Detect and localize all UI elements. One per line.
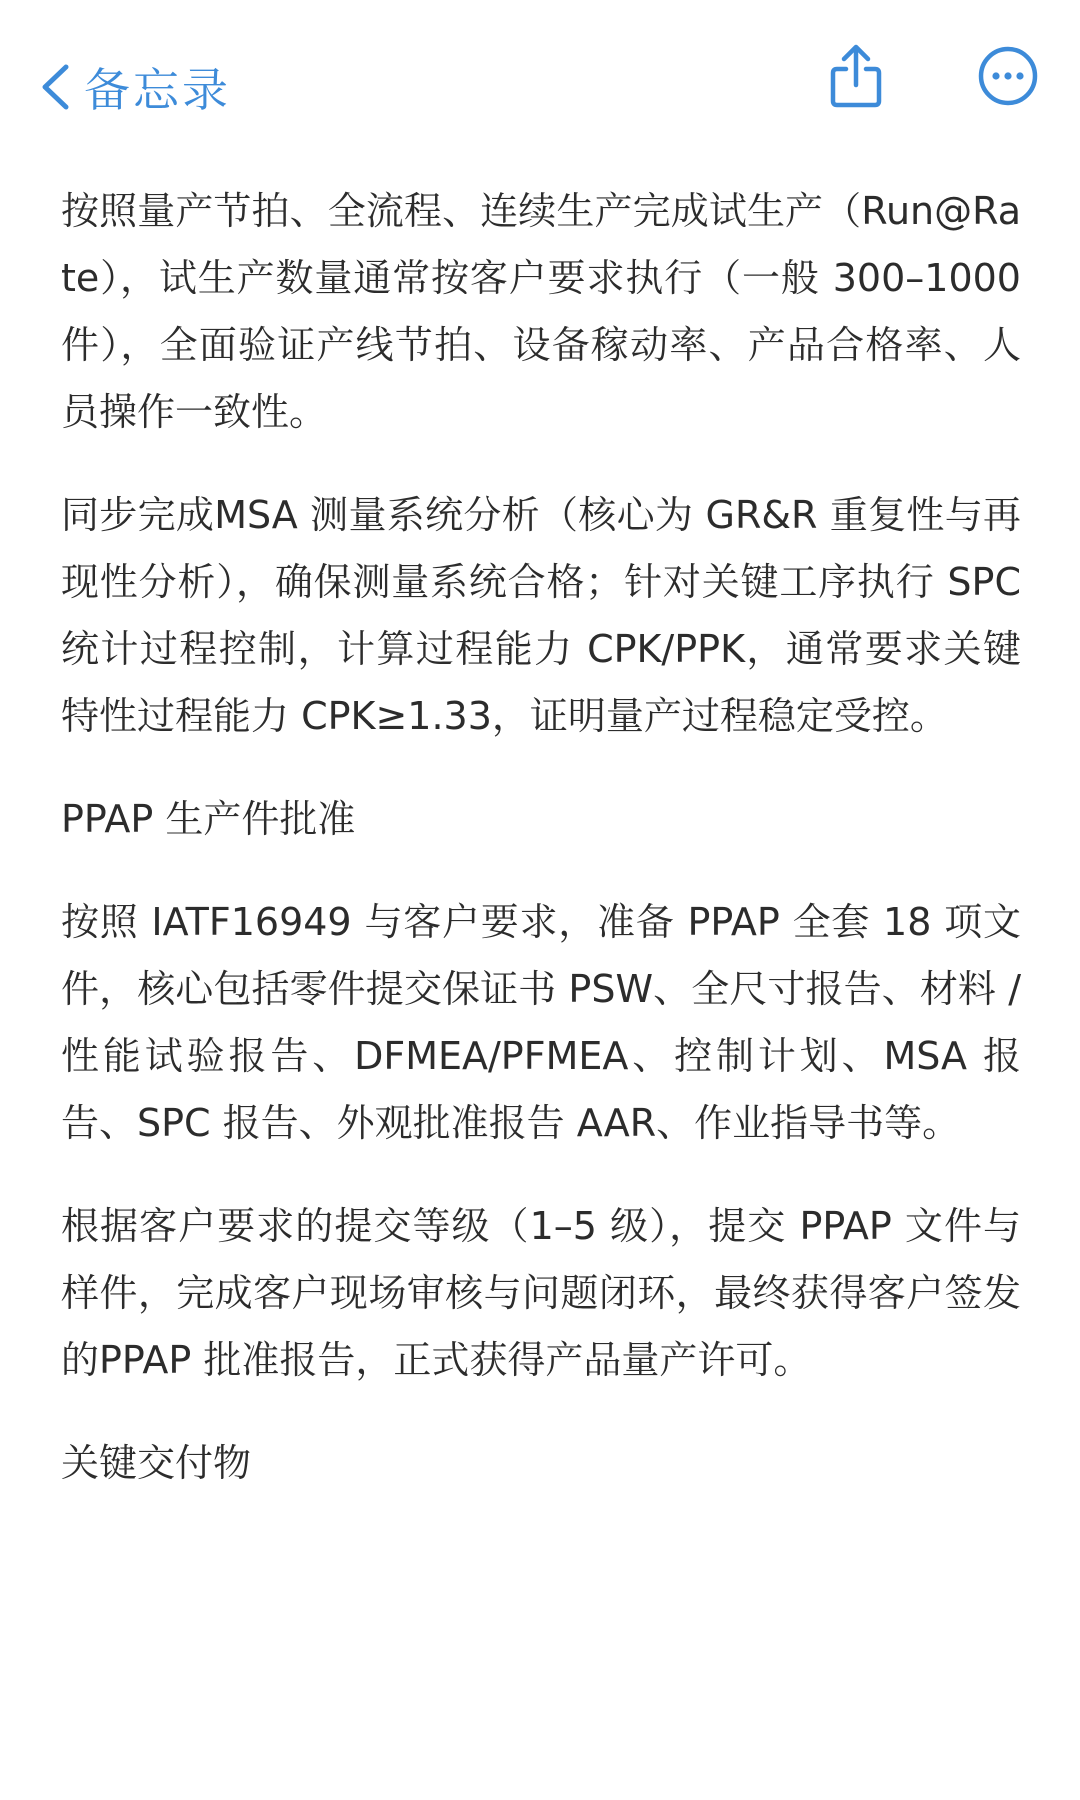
note-paragraph: 同步完成MSA 测量系统分析（核心为 GR&R 重复性与再现性分析），确保测量系统合格；针对关键工序执行 SPC 统计过程控制，计算过程能力 CPK/PPK，通常要求关键特性过程能力 CPK≥1.33，证明量产过程稳定受控。 bbox=[61, 493, 1021, 738]
ellipsis-circle-icon bbox=[977, 45, 1039, 111]
back-button[interactable] bbox=[40, 52, 231, 122]
more-button[interactable] bbox=[972, 42, 1044, 114]
share-icon bbox=[828, 43, 884, 113]
share-button[interactable] bbox=[820, 42, 892, 114]
note-paragraph: 按照量产节拍、全流程、连续生产完成试生产（Run@Rate），试生产数量通常按客户要求执行（一般 300–1000 件），全面验证产线节拍、设备稼动率、产品合格率、人员操作一致性。 bbox=[61, 189, 1021, 434]
navigation-bar bbox=[0, 0, 1080, 170]
note-paragraph: 根据客户要求的提交等级（1–5 级），提交 PPAP 文件与样件，完成客户现场审核与问题闭环，最终获得客户签发的PPAP 批准报告，正式获得产品量产许可。 bbox=[61, 1204, 1021, 1382]
note-heading: 关键交付物 bbox=[61, 1441, 252, 1485]
note-body[interactable] bbox=[61, 178, 1021, 1497]
note-heading: PPAP 生产件批准 bbox=[61, 797, 356, 841]
note-paragraph: 按照 IATF16949 与客户要求，准备 PPAP 全套 18 项文件，核心包括零件提交保证书 PSW、全尺寸报告、材料 / 性能试验报告、DFMEA/PFMEA、控制计划、MSA 报告、SPC 报告、外观批准报告 AAR、作业指导书等。 bbox=[61, 900, 1021, 1145]
chevron-left-icon bbox=[40, 64, 70, 110]
back-label: 备忘录 bbox=[84, 63, 231, 117]
